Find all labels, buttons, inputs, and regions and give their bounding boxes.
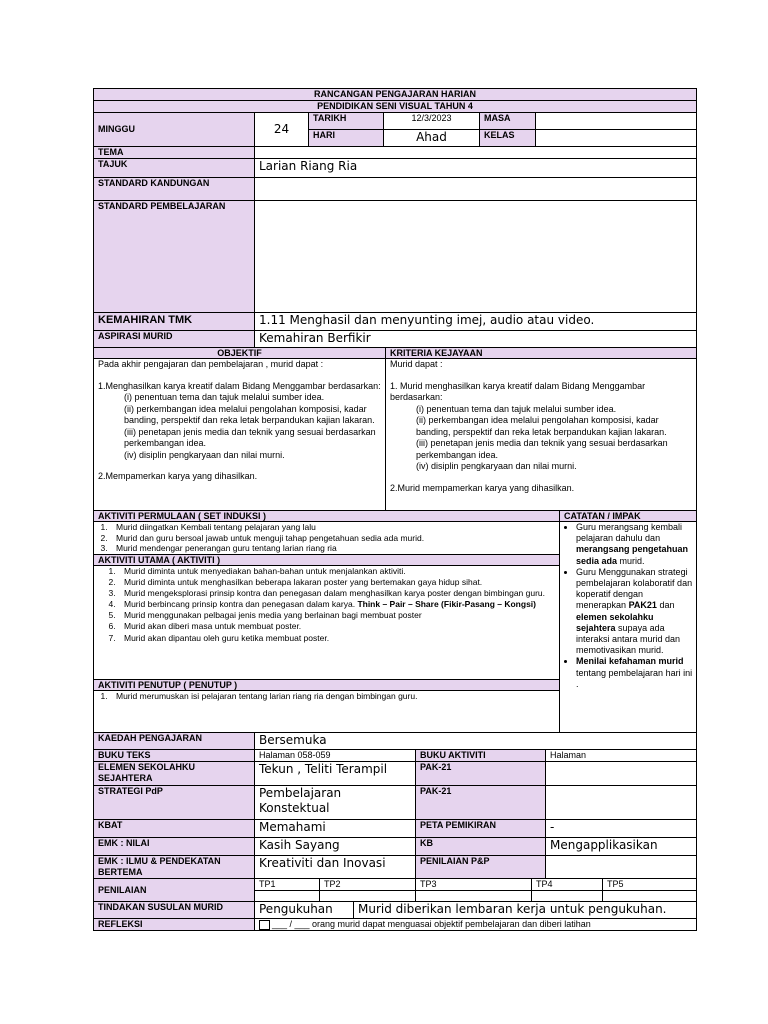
tarikh-label: TARIKH	[309, 113, 384, 130]
refleksi-value-cell	[255, 919, 697, 931]
utama-item: 5. Murid menggunakan pelbagai jenis media yang berlainan bagi membuat poster	[118, 610, 555, 621]
strategi-value: Pembelajaran Konstektual	[255, 786, 416, 820]
kriteria-sub-1: (i) penentuan tema dan tajuk melalui sumber idea.	[416, 403, 617, 414]
objektif-sub-1: (i) penentuan tema dan tajuk melalui sumber idea.	[124, 392, 325, 402]
objektif-content	[94, 359, 386, 511]
pak21b-label: PAK-21	[416, 786, 546, 820]
kelas-value	[536, 130, 697, 147]
subject-title: PENDIDIKAN SENI VISUAL TAHUN 4	[94, 101, 697, 113]
kb-value: Mengapplikasikan	[546, 838, 697, 856]
pak21b-value	[546, 786, 697, 820]
objektif-header: OBJEKTIF	[94, 348, 386, 359]
standard-pembelajaran-value	[255, 201, 697, 313]
utama-item: 2. Murid diminta untuk menghasilkan beberapa lakaran poster yang bertemakan gaya hidup sihat.	[118, 577, 555, 588]
catatan-item-2: • Guru Menggunakan strategi pembelajaran kolaboratif dan koperatif dengan menerapkan PAK21 dan elemen sekolahku sejahtera supaya ada interaksi antara murid dan memotivasikan murid.	[576, 567, 693, 657]
permulaan-header: AKTIVITI PERMULAAN ( SET INDUKSI )	[94, 511, 560, 522]
standard-kandungan-value	[255, 178, 697, 201]
buku-teks-value: Halaman 058-059	[255, 750, 416, 762]
kriteria-sub-3: (iii) penetapan jenis media dan teknik yang sesuai berdasarkan perkembangan idea.	[416, 438, 668, 460]
tp-label: TP4	[532, 879, 603, 891]
lesson-header-table	[93, 88, 697, 348]
tema-value	[255, 147, 697, 159]
catatan-content	[560, 522, 697, 733]
hari-label: HARI	[309, 130, 384, 147]
masa-label: MASA	[480, 113, 536, 130]
peta-label: PETA PEMIKIRAN	[416, 820, 546, 838]
details-table	[93, 732, 697, 931]
penilaian-pdp-label: PENILAIAN P&P	[416, 856, 546, 879]
tajuk-value: Larian Riang Ria	[255, 159, 697, 178]
buku-aktiviti-value: Halaman	[546, 750, 697, 762]
refleksi-checkbox[interactable]	[259, 920, 270, 930]
aspirasi-murid-value: Kemahiran Berfikir	[255, 331, 697, 348]
nilai-label: EMK : NILAI	[94, 838, 255, 856]
tindakan-type: Pengukuhan	[255, 902, 354, 919]
tp-label: TP2	[320, 879, 416, 891]
kriteria-sub-4: (iv) disiplin pengkaryaan dan nilai murni.	[416, 461, 577, 471]
elemen-value: Tekun , Teliti Terampil	[255, 762, 416, 786]
kemahiran-tmk-value: 1.11 Menghasil dan menyunting imej, audio atau video.	[255, 313, 697, 331]
ilmu-label: EMK : ILMU & PENDEKATAN BERTEMA	[94, 856, 255, 879]
minggu-value: 24	[255, 113, 309, 147]
ilmu-value: Kreativiti dan Inovasi	[255, 856, 416, 879]
objectives-table	[93, 347, 697, 511]
kriteria-header: KRITERIA KEJAYAAN	[386, 348, 697, 359]
kriteria-point-2: 2.Murid mempamerkan karya yang dihasilkan.	[390, 482, 575, 493]
penilaian-label: PENILAIAN	[94, 879, 255, 902]
tarikh-value: 12/3/2023	[384, 113, 480, 130]
tp-label: TP3	[416, 879, 532, 891]
catatan-item-1: • Guru merangsang kembali pelajaran dahulu dan merangsang pengetahuan sedia ada murid.	[576, 522, 693, 567]
permulaan-item: 3. Murid mendengar penerangan guru tentang larian riang ria	[110, 543, 555, 554]
kbat-value: Memahami	[255, 820, 416, 838]
masa-value	[536, 113, 697, 130]
tp-checkbox[interactable]	[416, 891, 532, 902]
kbat-label: KBAT	[94, 820, 255, 838]
tindakan-value: Murid diberikan lembaran kerja untuk pengukuhan.	[354, 902, 697, 919]
standard-kandungan-label: STANDARD KANDUNGAN	[94, 178, 255, 201]
lesson-plan-document	[93, 88, 696, 931]
kriteria-intro: Murid dapat :	[390, 359, 443, 369]
activities-table	[93, 510, 697, 733]
objektif-intro: Pada akhir pengajaran dan pembelajaran , murid dapat :	[98, 359, 324, 369]
catatan-item-3: • Menilai kefahaman murid tentang pembelajaran hari ini .	[576, 656, 693, 690]
standard-pembelajaran-label: STANDARD PEMBELAJARAN	[94, 201, 255, 313]
peta-value: -	[546, 820, 697, 838]
utama-item: 4. Murid berbincang prinsip kontra dan penegasan dalam karya. Think – Pair – Share (Fikir-Pasang – Kongsi)	[118, 599, 555, 610]
permulaan-item: 1. Murid diingatkan Kembali tentang pelajaran yang lalu	[110, 522, 555, 533]
objektif-sub-3: (iii) penetapan jenis media dan teknik yang sesuai berdasarkan perkembangan idea.	[124, 426, 376, 448]
kelas-label: KELAS	[480, 130, 536, 147]
buku-teks-label: BUKU TEKS	[94, 750, 255, 762]
pak21-label: PAK-21	[416, 762, 546, 786]
kemahiran-tmk-label: KEMAHIRAN TMK	[94, 313, 255, 331]
tp-label: TP5	[603, 879, 697, 891]
kriteria-content	[386, 359, 697, 511]
tp-checkbox[interactable]	[320, 891, 416, 902]
utama-item: 6. Murid akan diberi masa untuk membuat poster.	[118, 621, 555, 632]
minggu-label: MINGGU	[94, 113, 255, 147]
kb-label: KB	[416, 838, 546, 856]
elemen-label: ELEMEN SEKOLAHKU SEJAHTERA	[94, 762, 255, 786]
utama-item: 3. Murid mengeksplorasi prinsip kontra dan penegasan dalam menghasilkan karya poster dengan bimbingan guru.	[118, 588, 555, 599]
utama-content	[94, 566, 560, 680]
objektif-sub-2: (ii) perkembangan idea melalui pengolahan komposisi, kadar banding, perspektif dan reka letak berpandukan kajian lakaran.	[124, 403, 375, 425]
refleksi-value: ___ / ___ orang murid dapat menguasai objektif pembelajaran dan diberi latihan	[272, 919, 591, 929]
strategi-label: STRATEGI PdP	[94, 786, 255, 820]
objektif-point-2: 2.Mempamerkan karya yang dihasilkan.	[98, 471, 258, 481]
refleksi-label: REFLEKSI	[94, 919, 255, 931]
buku-aktiviti-label: BUKU AKTIVITI	[416, 750, 546, 762]
kaedah-value: Bersemuka	[255, 733, 697, 750]
permulaan-item: 2. Murid dan guru bersoal jawab untuk menguji tahap pengetahuan sedia ada murid.	[110, 533, 555, 544]
utama-header: AKTIVITI UTAMA ( AKTIVITI )	[94, 555, 560, 566]
tema-label: TEMA	[94, 147, 255, 159]
objektif-point-1: 1.Menghasilkan karya kreatif dalam Bidang Menggambar berdasarkan:	[98, 380, 381, 391]
penutup-content	[94, 691, 560, 733]
kriteria-point-1: 1. Murid menghasilkan karya kreatif dalam Bidang Menggambar berdasarkan:	[390, 380, 646, 402]
hari-value: Ahad	[384, 130, 480, 147]
tindakan-label: TINDAKAN SUSULAN MURID	[94, 902, 255, 919]
utama-item: 7. Murid akan dipantau oleh guru ketika membuat poster.	[118, 633, 555, 644]
tajuk-label: TAJUK	[94, 159, 255, 178]
tp-checkbox[interactable]	[532, 891, 603, 902]
tp-checkbox[interactable]	[603, 891, 697, 902]
objektif-sub-4: (iv) disiplin pengkaryaan dan nilai murni.	[124, 449, 285, 460]
penutup-item: 1. Murid merumuskan isi pelajaran tentang larian riang ria dengan bimbingan guru.	[110, 691, 555, 702]
catatan-header: CATATAN / IMPAK	[560, 511, 697, 522]
permulaan-content	[94, 522, 560, 555]
aspirasi-murid-label: ASPIRASI MURID	[94, 331, 255, 348]
kaedah-label: KAEDAH PENGAJARAN	[94, 733, 255, 750]
pak21-value	[546, 762, 697, 786]
nilai-value: Kasih Sayang	[255, 838, 416, 856]
kriteria-sub-2: (ii) perkembangan idea melalui pengolahan komposisi, kadar banding, perspektif dan reka letak berpandukan kajian lakaran.	[416, 415, 667, 437]
utama-item: 1. Murid diminta untuk menyediakan bahan-bahan untuk menjalankan aktiviti.	[118, 566, 555, 577]
document-title: RANCANGAN PENGAJARAN HARIAN	[94, 89, 697, 101]
penutup-header: AKTIVITI PENUTUP ( PENUTUP )	[94, 680, 560, 691]
tp-label: TP1	[255, 879, 320, 891]
tp-checkbox[interactable]	[255, 891, 320, 902]
penilaian-pdp-value	[546, 856, 697, 879]
